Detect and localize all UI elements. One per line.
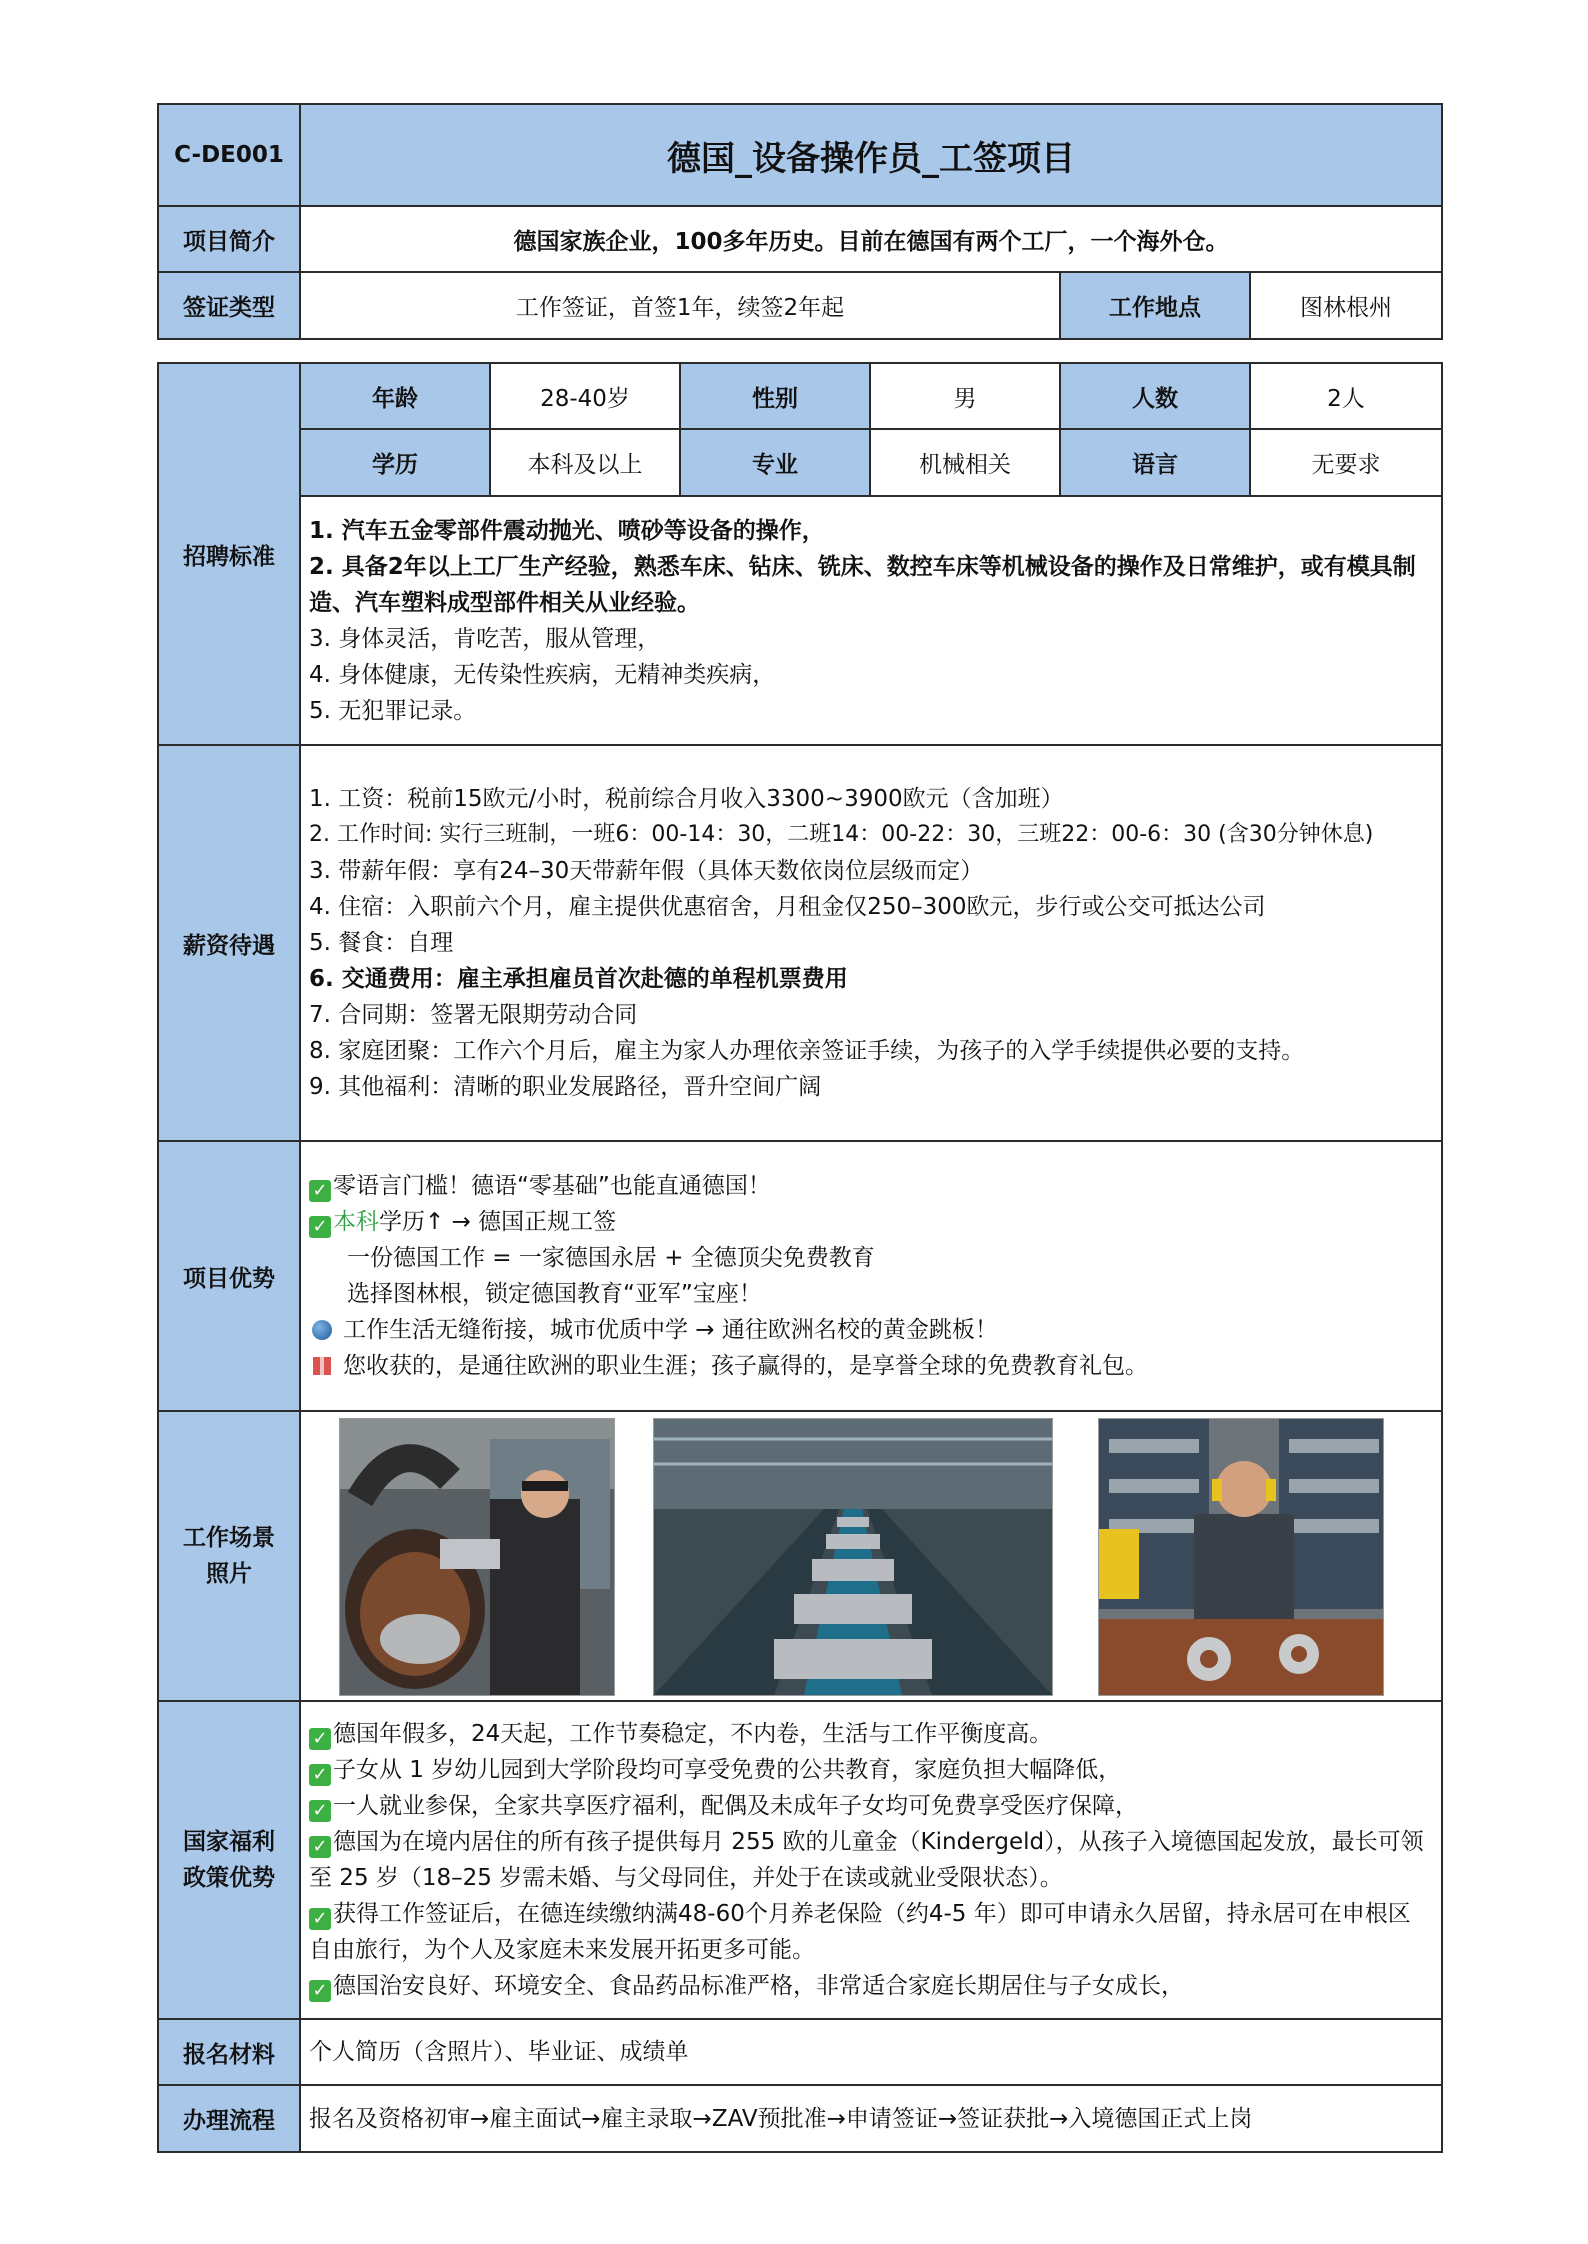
- main-table: [157, 362, 1443, 2153]
- check-icon: ✓: [309, 1836, 331, 1858]
- location-label: 工作地点: [1060, 272, 1250, 339]
- list-item: 一份德国工作 = 一家德国永居 + 全德顶尖免费教育: [347, 1245, 875, 1271]
- list-item: 3. 身体灵活，肯吃苦，服从管理，: [309, 625, 661, 652]
- list-item: 3. 带薪年假：享有24–30天带薪年假（具体天数依岗位层级而定）: [309, 858, 984, 884]
- list-item: 1. 汽车五金零部件震动抛光、喷砂等设备的操作，: [309, 517, 825, 544]
- list-item: 工作生活无缝衔接，城市优质中学 → 通往欧洲名校的黄金跳板！: [309, 1312, 1433, 1348]
- language-value: 无要求: [1250, 429, 1442, 496]
- list-item: 选择图林根，锁定德国教育“亚军”宝座！: [347, 1281, 762, 1307]
- count-value: 2人: [1250, 363, 1442, 429]
- salary-list: [300, 745, 1442, 1141]
- salary-label: 薪资待遇: [158, 745, 300, 1141]
- visa-label: 签证类型: [158, 272, 300, 339]
- page-title: 德国_设备操作员_工签项目: [300, 104, 1442, 206]
- advantages-label: 项目优势: [158, 1141, 300, 1411]
- list-item: 4. 住宿：入职前六个月，雇主提供优惠宿舍，月租金仅250–300欧元，步行或公交可抵达公司: [309, 894, 1266, 920]
- intro-text: 德国家族企业，100多年历史。目前在德国有两个工厂，一个海外仓。: [300, 206, 1442, 272]
- photo-parts-inspection: [1098, 1418, 1384, 1696]
- visa-text: 工作签证，首签1年，续签2年起: [300, 272, 1060, 339]
- photos-cell: [300, 1411, 1442, 1701]
- list-item: 5. 无犯罪记录。: [309, 697, 477, 724]
- check-icon: ✓: [309, 1980, 331, 2002]
- criteria-list: [300, 496, 1442, 745]
- location-value: 图林根州: [1250, 272, 1442, 339]
- list-item: 5. 餐食：自理: [309, 930, 454, 956]
- count-label: 人数: [1060, 363, 1250, 429]
- education-label: 学历: [300, 429, 490, 496]
- list-item: 7. 合同期：签署无限期劳动合同: [309, 1002, 638, 1028]
- criteria-label: 招聘标准: [158, 363, 300, 745]
- advantages-list: [300, 1141, 1442, 1411]
- list-item: 4. 身体健康，无传染性疾病，无精神类疾病，: [309, 661, 776, 688]
- project-code: C-DE001: [158, 104, 300, 206]
- check-icon: ✓: [309, 1908, 331, 1930]
- list-item: 6. 交通费用：雇主承担雇员首次赴德的单程机票费用: [309, 966, 848, 992]
- photos-label: 工作场景照片: [158, 1411, 300, 1701]
- welfare-list: [300, 1701, 1442, 2019]
- list-item: 您收获的，是通往欧洲的职业生涯；孩子赢得的，是享誉全球的免费教育礼包。: [309, 1348, 1433, 1384]
- table-gap: [157, 340, 1441, 362]
- check-icon: ✓: [309, 1180, 331, 1202]
- project-sheet: [157, 103, 1441, 2153]
- gender-label: 性别: [680, 363, 870, 429]
- photo-production-line: [653, 1418, 1053, 1696]
- globe-icon: [312, 1320, 332, 1340]
- check-icon: ✓: [309, 1728, 331, 1750]
- materials-text: 个人简历（含照片）、毕业证、成绩单: [300, 2019, 1442, 2085]
- list-item: 2. 具备2年以上工厂生产经验，熟悉车床、钻床、铣床、数控车床等机械设备的操作及日常维护，或有模具制造、汽车塑料成型部件相关从业经验。: [309, 553, 1416, 616]
- list-item: 9. 其他福利：清晰的职业发展路径，晋升空间广阔: [309, 1074, 822, 1100]
- process-text: 报名及资格初审→雇主面试→雇主录取→ZAV预批准→申请签证→签证获批→入境德国正式上岗: [300, 2085, 1442, 2152]
- list-item: ✓ 德国年假多，24天起，工作节奏稳定，不内卷，生活与工作平衡度高。: [309, 1716, 1433, 1752]
- list-item: 8. 家庭团聚：工作六个月后，雇主为家人办理依亲签证手续，为孩子的入学手续提供必要的支持。: [309, 1038, 1305, 1064]
- list-item: ✓ 获得工作签证后，在德连续缴纳满48-60个月养老保险（约4-5 年）即可申请永久居留，持永居可在申根区自由旅行，为个人及家庭未来发展开拓更多可能。: [309, 1901, 1411, 1963]
- check-icon: ✓: [309, 1800, 331, 1822]
- list-item: ✓ 德国为在境内居住的所有孩子提供每月 255 欧的儿童金（Kindergeld），从孩子入境德国起发放，最长可领至 25 岁（18–25 岁需未婚、与父母同住，并处于在读或就业受限状态）。: [309, 1829, 1424, 1891]
- check-icon: ✓: [309, 1764, 331, 1786]
- list-item: 2. 工作时间: 实行三班制，一班6：00-14：30，二班14：00-22：30，三班22：00-6：30 (含30分钟休息): [309, 822, 1374, 847]
- major-value: 机械相关: [870, 429, 1060, 496]
- major-label: 专业: [680, 429, 870, 496]
- age-value: 28-40岁: [490, 363, 680, 429]
- list-item: 1. 工资：税前15欧元/小时，税前综合月收入3300~3900欧元（含加班）: [309, 786, 1064, 812]
- gift-icon: [313, 1357, 331, 1375]
- process-label: 办理流程: [158, 2085, 300, 2152]
- check-icon: ✓: [309, 1216, 331, 1238]
- age-label: 年龄: [300, 363, 490, 429]
- welfare-label: 国家福利政策优势: [158, 1701, 300, 2019]
- language-label: 语言: [1060, 429, 1250, 496]
- list-item: ✓ 本科学历↑ → 德国正规工签: [309, 1204, 1433, 1240]
- list-item: ✓ 子女从 1 岁幼儿园到大学阶段均可享受免费的公共教育，家庭负担大幅降低，: [309, 1752, 1433, 1788]
- list-item: ✓ 一人就业参保，全家共享医疗福利，配偶及未成年子女均可免费享受医疗保障，: [309, 1788, 1433, 1824]
- list-item: ✓ 德国治安良好、环境安全、食品药品标准严格，非常适合家庭长期居住与子女成长，: [309, 1968, 1433, 2004]
- header-table: [157, 103, 1443, 340]
- gender-value: 男: [870, 363, 1060, 429]
- list-item: ✓ 零语言门槛！德语“零基础”也能直通德国！: [309, 1168, 1433, 1204]
- intro-label: 项目简介: [158, 206, 300, 272]
- photo-polishing-machine: [339, 1418, 615, 1696]
- education-value: 本科及以上: [490, 429, 680, 496]
- materials-label: 报名材料: [158, 2019, 300, 2085]
